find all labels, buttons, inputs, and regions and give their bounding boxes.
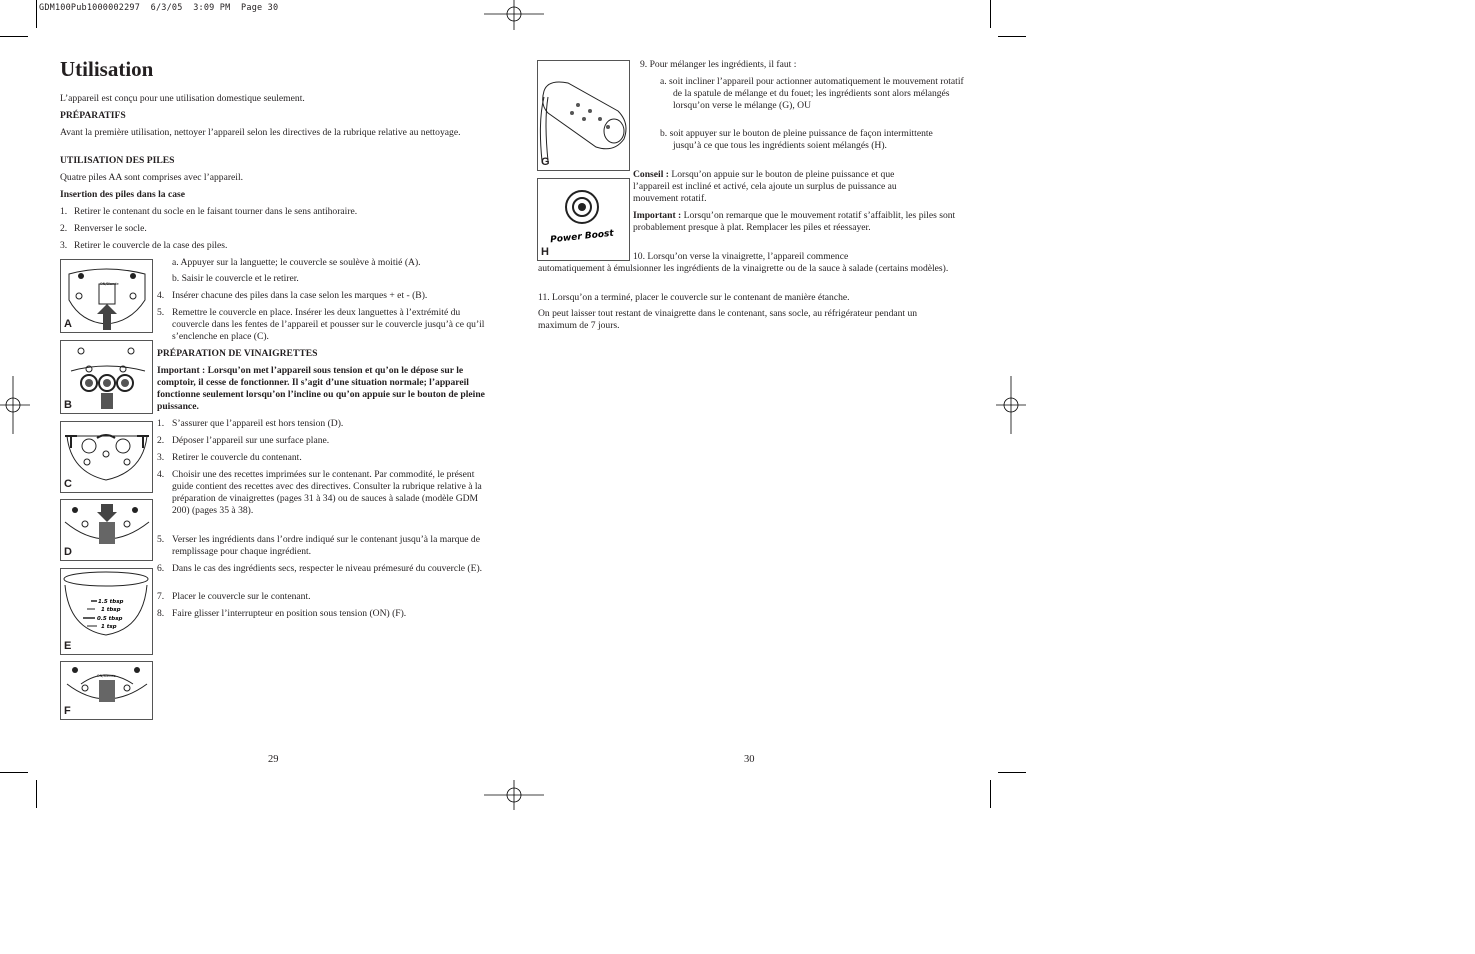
list-item: 4. Insérer chacune des piles dans la case selon les marques + et - (B). xyxy=(157,290,428,301)
step-10-continued: automatiquement à émulsionner les ingrédients de la vinaigrette ou de la sauce à salade (certains modèles). xyxy=(538,263,949,274)
crop-mark xyxy=(998,772,1026,773)
crop-mark xyxy=(998,36,1026,37)
print-slug: GDM100Pub1000002297 6/3/05 3:09 PM Page 30 xyxy=(39,3,279,13)
crop-mark xyxy=(990,780,991,808)
list-item: 2. Renverser le socle. xyxy=(60,223,147,234)
closing-note: On peut laisser tout restant de vinaigrette dans le contenant, sans socle, au réfrigérateur pendant un maximum de 7 jours. xyxy=(538,308,918,331)
important-note: Important : Lorsqu’on met l’appareil sous tension et qu’on le dépose sur le comptoir, il cesse de fonctionner. Il s’agit d’une situation normale; l’appareil fonctionne seulement lorsqu’on l’incline ou qu’on appuie sur le bouton de pleine puissance. xyxy=(157,365,485,412)
crop-mark xyxy=(0,36,28,37)
figure-c xyxy=(60,421,153,493)
svg-text:1.5 tbsp: 1.5 tbsp xyxy=(98,599,124,605)
batteries-inserted-illustration-icon xyxy=(61,341,152,413)
crop-mark xyxy=(0,772,28,773)
figure-g xyxy=(537,60,630,171)
figure-label: C xyxy=(64,478,72,490)
crop-mark xyxy=(990,0,991,28)
list-item: 2. Déposer l’appareil sur une surface plane. xyxy=(157,435,330,446)
figure-label: F xyxy=(64,705,71,717)
figure-a xyxy=(60,259,153,333)
substep-a: a. Appuyer sur la languette; le couvercle se soulève à moitié (A). xyxy=(172,257,421,268)
list-item: 3. Retirer le couvercle de la case des piles. xyxy=(60,240,228,251)
important-battery-note: Important : Lorsqu’on remarque que le mouvement rotatif s’affaiblit, les piles sont probablement presque à plat. Remplacer les piles et réessayer. xyxy=(633,210,956,233)
svg-text:0.5 tbsp: 0.5 tbsp xyxy=(97,616,123,622)
registration-mark-icon xyxy=(0,376,30,434)
page-number: 29 xyxy=(268,754,279,765)
heading-preparatifs: PRÉPARATIFS xyxy=(60,110,126,121)
registration-mark-icon xyxy=(996,376,1026,434)
list-item: 1. Retirer le contenant du socle en le faisant tourner dans le sens antihoraire. xyxy=(60,206,358,217)
list-item: 5. Verser les ingrédients dans l’ordre indiqué sur le contenant jusqu’à la marque de remplissage pour chaque ingrédient. xyxy=(157,534,480,557)
step-10: 10. Lorsqu’on verse la vinaigrette, l’appareil commence xyxy=(633,251,849,262)
figure-label: D xyxy=(64,546,72,558)
figure-e xyxy=(60,568,153,655)
list-item: 3. Retirer le couvercle du contenant. xyxy=(157,452,302,463)
figure-f xyxy=(60,661,153,720)
substep-b: b. Saisir le couvercle et le retirer. xyxy=(172,273,299,284)
list-item: 5. Remettre le couvercle en place. Insérer les deux languettes à l’extrémité du couvercle dans les fentes de l’appareil et pousser sur le couvercle jusqu’à ce qu’il s’enclenche en place (C). xyxy=(157,307,485,342)
heading-insertion: Insertion des piles dans la case xyxy=(60,189,185,200)
step-9: 9. Pour mélanger les ingrédients, il faut : xyxy=(640,59,797,70)
svg-text:1 tsp: 1 tsp xyxy=(101,624,117,630)
list-item: 6. Dans le cas des ingrédients secs, respecter le niveau prémesuré du couvercle (E). xyxy=(157,563,483,574)
page-title: Utilisation xyxy=(60,57,154,81)
crop-mark xyxy=(36,780,37,808)
figure-label: B xyxy=(64,399,72,411)
switch-on-illustration-icon xyxy=(61,662,152,719)
list-item: 4. Choisir une des recettes imprimées sur le contenant. Par commodité, le présent guide contient des recettes avec des directives. Consulter la rubrique relative à la préparation de vinaigrettes (pages 31 à 34) ou de sauces à salade (modèle GDM 200) (pages 35 à 38). xyxy=(157,469,482,516)
svg-text:1 tbsp: 1 tbsp xyxy=(101,607,121,613)
svg-text:ON/Blende: ON/Blende xyxy=(100,282,119,286)
figure-label: A xyxy=(64,318,72,330)
list-item: 7. Placer le couvercle sur le contenant. xyxy=(157,591,311,602)
step-9a: a. soit incliner l’appareil pour actionner automatiquement le mouvement rotatif de la spatule de mélange et du fouet; les ingrédients sont alors mélangés lorsqu’on verse le mélange (G), OU xyxy=(660,76,964,111)
cover-replaced-illustration-icon xyxy=(61,422,152,492)
switch-off-illustration-icon xyxy=(61,500,152,560)
power-boost-button-icon xyxy=(538,179,629,260)
svg-text:Power Boost: Power Boost xyxy=(549,228,615,246)
pouring-bottle-illustration-icon xyxy=(538,61,629,170)
list-item: 8. Faire glisser l’interrupteur en position sous tension (ON) (F). xyxy=(157,608,407,619)
step-9b: b. soit appuyer sur le bouton de pleine puissance de façon intermittente jusqu’à ce que tous les ingrédients soient mélangés (H). xyxy=(660,128,933,151)
piles-text: Quatre piles AA sont comprises avec l’appareil. xyxy=(60,172,244,183)
lid-measure-illustration-icon xyxy=(61,569,152,654)
svg-text:ON/Blende: ON/Blende xyxy=(97,674,116,678)
page-number: 30 xyxy=(744,754,755,765)
preparatifs-text: Avant la première utilisation, nettoyer l’appareil selon les directives de la rubrique relative au nettoyage. xyxy=(60,127,461,138)
registration-mark-icon xyxy=(484,0,544,30)
figure-label: G xyxy=(541,156,550,168)
figure-h xyxy=(537,178,630,261)
battery-cover-illustration-icon xyxy=(61,260,152,332)
crop-mark xyxy=(36,0,37,28)
intro-text: L’appareil est conçu pour une utilisation domestique seulement. xyxy=(60,93,305,104)
heading-vinaigrettes: PRÉPARATION DE VINAIGRETTES xyxy=(157,348,318,359)
tip-note: Conseil : Lorsqu’on appuie sur le bouton de pleine puissance et que l’appareil est incliné et activé, cela ajoute un surplus de puissance au mouvement rotatif. xyxy=(633,169,897,204)
heading-piles: UTILISATION DES PILES xyxy=(60,155,175,166)
list-item: 1. S’assurer que l’appareil est hors tension (D). xyxy=(157,418,344,429)
figure-d xyxy=(60,499,153,561)
figure-b xyxy=(60,340,153,414)
figure-label: H xyxy=(541,246,549,258)
step-11: 11. Lorsqu’on a terminé, placer le couvercle sur le contenant de manière étanche. xyxy=(538,292,850,303)
registration-mark-icon xyxy=(484,780,544,810)
figure-label: E xyxy=(64,640,72,652)
